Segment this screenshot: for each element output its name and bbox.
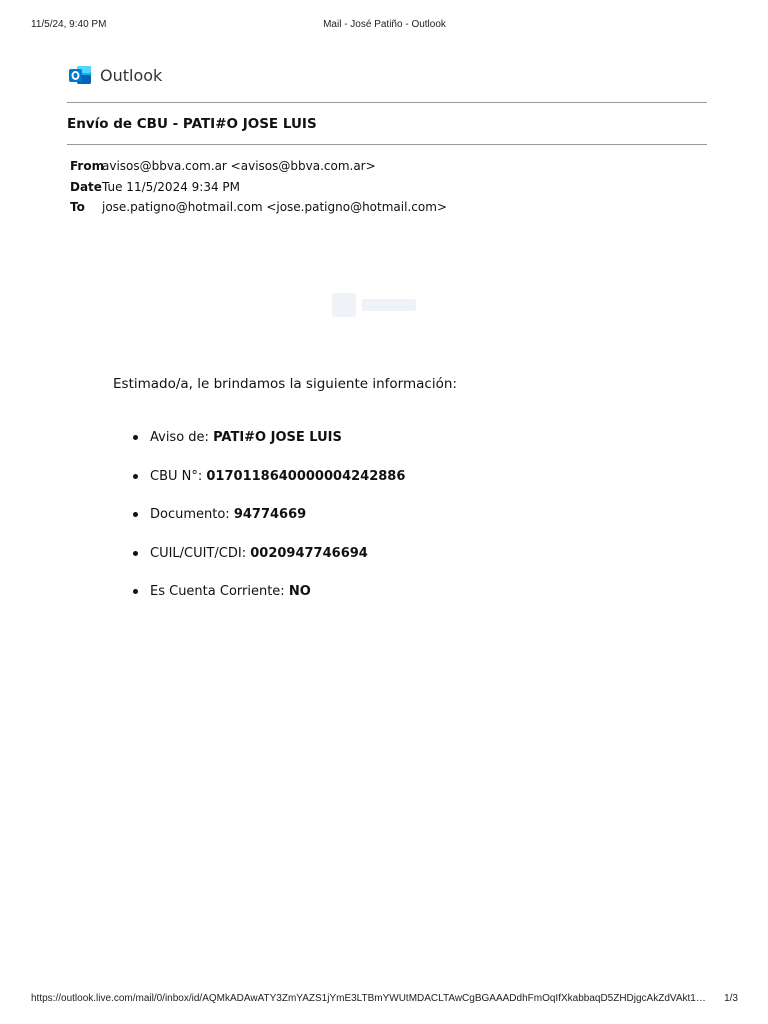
info-label: Es Cuenta Corriente: xyxy=(150,584,289,599)
from-value: avisos@bbva.com.ar <avisos@bbva.com.ar> xyxy=(102,159,376,174)
from-label: From xyxy=(70,159,105,174)
bullet-icon xyxy=(133,512,138,517)
info-item-cuil xyxy=(133,544,405,563)
app-name: Outlook xyxy=(100,65,163,85)
to-label: To xyxy=(70,200,85,215)
bullet-icon xyxy=(133,474,138,479)
info-label: Aviso de: xyxy=(150,430,214,445)
info-label: Documento: xyxy=(150,507,234,522)
print-footer xyxy=(31,993,738,1006)
info-value: 0170118640000004242886 xyxy=(206,468,406,484)
bank-logo-watermark-icon xyxy=(330,290,420,320)
date-value: Tue 11/5/2024 9:34 PM xyxy=(102,179,241,194)
date-label: Date xyxy=(70,179,102,194)
info-value: 94774669 xyxy=(233,507,307,522)
info-list xyxy=(133,428,405,621)
to-row xyxy=(70,197,447,218)
print-url: https://outlook.live.com/mail/0/inbox/id/AQMkADAwATY3ZmYAZS1jYmE3LTBmYWUtMDACLTAwCgBGAAADdhFmOqIfXkabbaqD5ZHDjgcAkZdVAkt1… xyxy=(31,993,706,1004)
info-item-cbu xyxy=(133,467,405,486)
subject-divider xyxy=(67,144,707,145)
page-number: 1/3 xyxy=(724,993,738,1004)
header-divider xyxy=(67,102,707,103)
date-row xyxy=(70,177,447,198)
info-label: CUIL/CUIT/CDI: xyxy=(150,545,251,561)
print-page-title: Mail - José Patiño - Outlook xyxy=(323,19,446,30)
bullet-icon xyxy=(133,435,138,440)
print-header xyxy=(31,19,738,33)
from-row xyxy=(70,156,447,177)
info-value: NO xyxy=(288,584,311,599)
info-value: 0020947746694 xyxy=(250,545,368,561)
body-intro: Estimado/a, le brindamos la siguiente información: xyxy=(113,376,457,392)
outlook-logo-icon xyxy=(68,63,92,87)
print-datetime: 11/5/24, 9:40 PM xyxy=(31,19,107,30)
to-value: jose.patigno@hotmail.com <jose.patigno@hotmail.com> xyxy=(102,200,447,215)
email-subject: Envío de CBU - PATI#O JOSE LUIS xyxy=(67,116,317,132)
bullet-icon xyxy=(133,589,138,594)
info-label: CBU N°: xyxy=(150,468,207,484)
info-item-cuenta-corriente xyxy=(133,582,405,601)
info-value: PATI#O JOSE LUIS xyxy=(213,430,342,445)
bullet-icon xyxy=(133,551,138,556)
outlook-brand xyxy=(68,62,162,88)
info-item-documento xyxy=(133,505,405,524)
info-item-aviso xyxy=(133,428,405,447)
email-meta xyxy=(70,156,447,218)
